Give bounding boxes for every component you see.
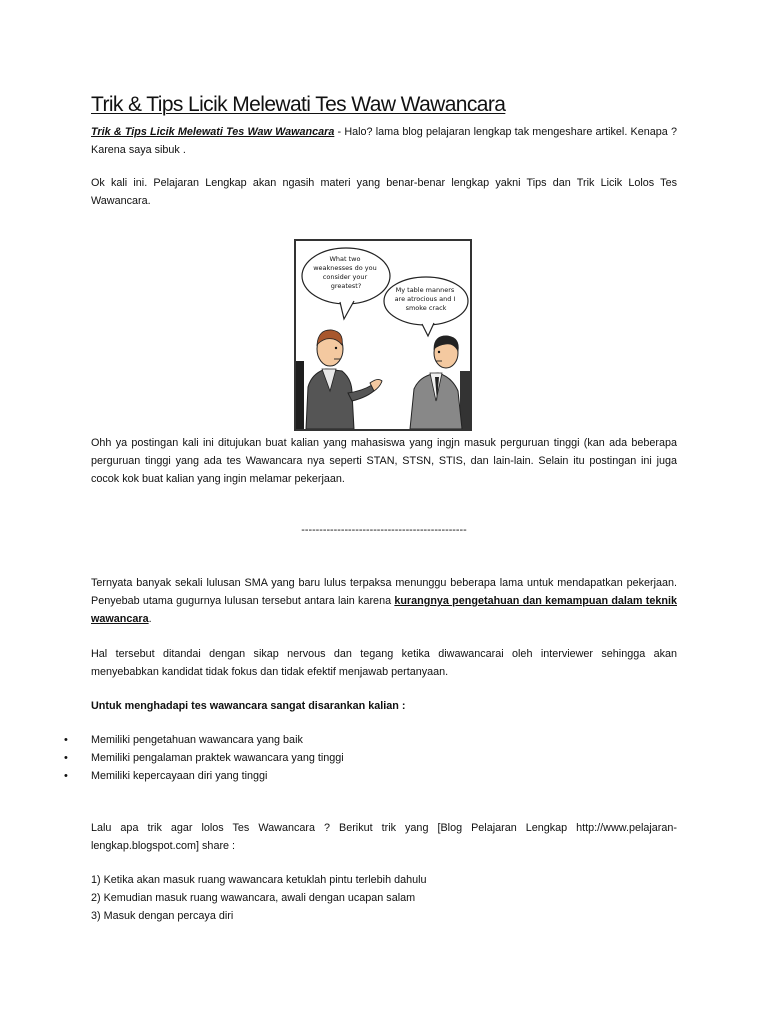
speech-bubble-left — [302, 248, 390, 319]
bubble-right-line-3: smoke crack — [405, 304, 447, 312]
paragraph-4 — [91, 574, 677, 628]
bullet-icon: • — [64, 770, 68, 782]
list-item — [0, 767, 700, 785]
list-item — [0, 731, 700, 749]
paragraph-6: Lalu apa trik agar lolos Tes Wawancara ? Berikut trik yang [Blog Pelajaran Lengkap http://www.pelajaran-lengkap.blogspot.com] share : — [91, 822, 677, 852]
step-item: 2) Kemudian masuk ruang wawancara, awali dengan ucapan salam — [91, 892, 416, 904]
bullet-icon: • — [64, 734, 68, 746]
paragraph-3: Ohh ya postingan kali ini ditujukan buat kalian yang mahasiswa yang ingjn masuk perguruan tinggi (kan ada beberapa perguruan tinggi yang ada tes Wawancara nya seperti STAN, STSN, STIS, dan lain-lain. Selain itu postingan ini juga cocok kok buat kalian yang ingin melamar pekerjaan. — [91, 437, 677, 485]
bullet-icon: • — [64, 752, 68, 764]
paragraph-2: Ok kali ini. Pelajaran Lengkap akan ngasih materi yang benar-benar lengkap yakni Tips dan Trik Licik Lolos Tes Wawancara. — [91, 177, 677, 207]
paragraph-4-end: . — [148, 613, 152, 625]
recommendation-list — [0, 731, 700, 785]
bubble-left-line-3: consider your — [322, 273, 368, 281]
bubble-left-line-1: What two — [329, 255, 361, 263]
intro-title-link[interactable]: Trik & Tips Licik Melewati Tes Waw Wawancara — [91, 126, 335, 138]
paragraph-4-text: Ternyata banyak sekali lulusan SMA yang baru lulus terpaksa menunggu beberapa lama untuk mendapatkan pekerjaan. Penyebab utama gugurnya lulusan tersebut antara lain karena — [91, 577, 677, 607]
step-item: 3) Masuk dengan percaya diri — [91, 910, 234, 922]
intro-text: - Halo? lama blog pelajaran lengkap tak mengeshare artikel. Kenapa ? Karena saya sibuk . — [91, 126, 677, 156]
list-item-text: Memiliki pengetahuan wawancara yang baik — [91, 734, 303, 746]
section-heading: Untuk menghadapi tes wawancara sangat disarankan kalian : — [91, 700, 406, 712]
paragraph-4-emphasis: kurangnya pengetahuan dan kemampuan dalam teknik wawancara — [91, 595, 677, 625]
step-item: 1) Ketika akan masuk ruang wawancara ketuklah pintu terlebih dahulu — [91, 874, 427, 886]
article-title: Trik & Tips Licik Melewati Tes Waw Wawancara — [91, 93, 506, 116]
speech-bubble-right — [384, 277, 468, 336]
list-item — [0, 749, 700, 767]
bubble-left-line-2: weaknesses do you — [313, 264, 377, 272]
interview-cartoon — [294, 239, 472, 431]
candidate-figure — [410, 336, 462, 429]
interviewer-figure — [306, 330, 382, 429]
list-item-text: Memiliki kepercayaan diri yang tinggi — [91, 770, 268, 782]
steps-list — [91, 871, 677, 925]
list-item-text: Memiliki pengalaman praktek wawancara yang tinggi — [91, 752, 344, 764]
paragraph-5: Hal tersebut ditandai dengan sikap nervous dan tegang ketika diwawancarai oleh interviewer sehingga akan menyebabkan kandidat tidak fokus dan tidak efektif menjawab pertanyaan. — [91, 648, 677, 678]
bubble-right-line-1: My table manners — [395, 286, 455, 294]
separator-line: ---------------------------------------------- — [301, 524, 467, 536]
bubble-left-line-4: greatest? — [330, 282, 362, 290]
bubble-right-line-2: are atrocious and I — [394, 295, 456, 303]
intro-paragraph — [91, 123, 677, 159]
